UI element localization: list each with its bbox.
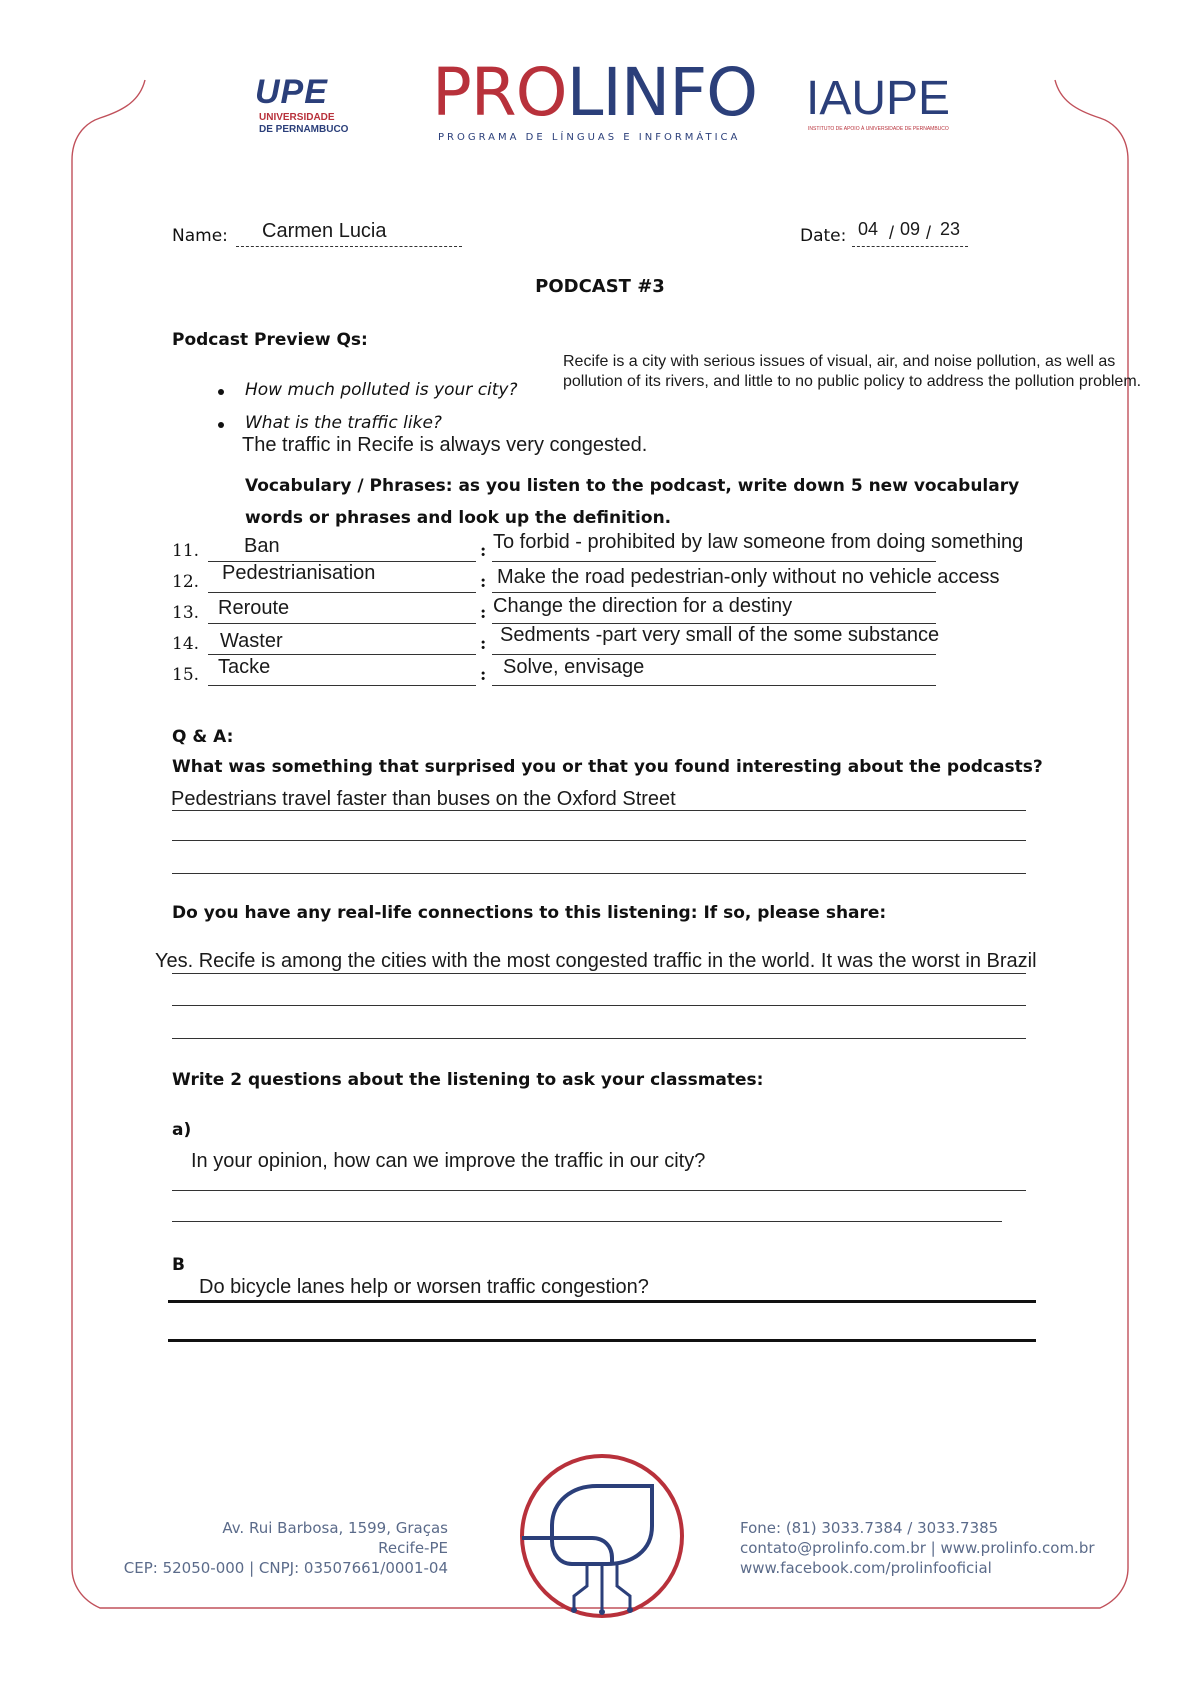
upe-logo-mark: UPE: [255, 73, 328, 111]
answer-line-bold: [168, 1339, 1036, 1342]
bullet-dot: [218, 422, 224, 428]
preview-question-2: What is the traffic like?: [245, 413, 442, 433]
vocab-colon: :: [480, 634, 487, 654]
prolinfo-emblem-icon: [512, 1446, 692, 1626]
answer-line: [172, 1190, 1026, 1191]
footer-email-site[interactable]: contato@prolinfo.com.br | www.prolinfo.com.br: [740, 1539, 1095, 1557]
question-a-label: a): [172, 1120, 192, 1140]
name-field[interactable]: Carmen Lucia: [262, 220, 387, 242]
question-b-field[interactable]: Do bicycle lanes help or worsen traffic congestion?: [199, 1276, 649, 1298]
answer-line: [172, 873, 1026, 874]
qa-heading: Q & A:: [172, 727, 234, 747]
page-title: PODCAST #3: [535, 276, 665, 297]
vocab-definition-field[interactable]: Solve, envisage: [503, 656, 645, 678]
vocab-colon: :: [480, 541, 487, 561]
vocab-definition-field[interactable]: To forbid - prohibited by law someone from doing something: [493, 531, 1024, 553]
date-day-field[interactable]: 04: [858, 219, 879, 239]
answer-line: [172, 973, 1026, 974]
date-separator-1: /: [889, 223, 895, 243]
prolinfo-logo: [432, 54, 758, 148]
answer-line: [172, 1005, 1026, 1006]
upe-logo-line1: UNIVERSIDADE: [259, 112, 335, 123]
vocab-instructions-1: Vocabulary / Phrases: as you listen to the podcast, write down 5 new vocabulary: [245, 476, 1020, 496]
answer-line: [172, 840, 1026, 841]
name-underline: [236, 246, 462, 247]
prolinfo-logo-pro: PRO: [432, 54, 567, 131]
footer-phone: Fone: (81) 3033.7384 / 3033.7385: [740, 1519, 999, 1537]
vocab-def-underline: [492, 685, 936, 686]
vocab-word-field[interactable]: Pedestrianisation: [222, 562, 376, 584]
vocab-word-underline: [208, 685, 476, 686]
vocab-def-underline: [492, 561, 936, 562]
footer-facebook[interactable]: www.facebook.com/prolinfooficial: [740, 1559, 992, 1577]
footer-contact: [740, 1518, 1095, 1578]
vocab-colon: :: [480, 603, 487, 623]
vocab-number: 12.: [172, 572, 200, 592]
prolinfo-logo-linfo: LINFO: [566, 54, 758, 131]
qa-question-3: Write 2 questions about the listening to ask your classmates:: [172, 1070, 764, 1090]
vocab-word-underline: [208, 654, 476, 655]
qa-answer-1[interactable]: Pedestrians travel faster than buses on the Oxford Street: [171, 788, 676, 810]
footer-address-line: Av. Rui Barbosa, 1599, Graças: [222, 1519, 448, 1537]
preview-question-1: How much polluted is your city?: [245, 380, 518, 400]
preview-heading: Podcast Preview Qs:: [172, 330, 368, 350]
date-underline: [852, 246, 968, 247]
vocab-word-field[interactable]: Waster: [220, 630, 283, 652]
iaupe-logo-name: IAUPE: [806, 72, 951, 125]
vocab-number: 14.: [172, 634, 200, 654]
vocab-def-underline: [492, 654, 936, 655]
iaupe-logo: [806, 74, 976, 134]
vocab-number: 13.: [172, 603, 200, 623]
date-separator-2: /: [926, 223, 932, 243]
upe-logo: [255, 74, 355, 136]
answer-line: [172, 1038, 1026, 1039]
footer-address-line: CEP: 52050-000 | CNPJ: 03507661/0001-04: [123, 1559, 448, 1577]
answer-line-bold: [168, 1300, 1036, 1303]
date-month-field[interactable]: 09: [900, 219, 921, 239]
qa-question-2: Do you have any real-life connections to this listening: If so, please share:: [172, 903, 887, 923]
vocab-word-field[interactable]: Ban: [244, 535, 280, 557]
vocab-definition-field[interactable]: Sedments -part very small of the some substance: [500, 624, 940, 646]
vocab-instructions-2: words or phrases and look up the definition.: [245, 508, 672, 528]
date-year-field[interactable]: 23: [940, 219, 961, 239]
qa-question-1: What was something that surprised you or that you found interesting about the podcasts?: [172, 757, 1043, 777]
pollution-answer[interactable]: Recife is a city with serious issues of visual, air, and noise pollution, as well as pollution of its rivers, and little to no public policy to address the pollution problem.: [563, 353, 1142, 390]
vocab-word-field[interactable]: Reroute: [218, 597, 290, 619]
vocab-colon: :: [480, 572, 487, 592]
footer-address: [120, 1518, 448, 1578]
prolinfo-logo-subtitle: PROGRAMA DE LÍNGUAS E INFORMÁTICA: [438, 132, 741, 143]
vocab-definition-field[interactable]: Make the road pedestrian-only without no vehicle access: [497, 566, 1000, 588]
iaupe-logo-tagline: INSTITUTO DE APOIO À UNIVERSIDADE DE PERNAMBUCO: [808, 126, 949, 132]
answer-line: [172, 1221, 1002, 1222]
upe-logo-line2: DE PERNAMBUCO: [259, 124, 349, 135]
vocab-definition-field[interactable]: Change the direction for a destiny: [493, 595, 793, 617]
traffic-answer[interactable]: The traffic in Recife is always very congested.: [242, 434, 648, 456]
bullet-dot: [218, 389, 224, 395]
question-b-label: B: [172, 1255, 185, 1275]
vocab-colon: :: [480, 665, 487, 685]
footer-address-line: Recife-PE: [378, 1539, 448, 1557]
vocab-number: 15.: [172, 665, 200, 685]
question-a-field[interactable]: In your opinion, how can we improve the traffic in our city?: [191, 1150, 706, 1172]
vocab-word-field[interactable]: Tacke: [218, 656, 271, 678]
vocab-word-underline: [208, 592, 476, 593]
qa-answer-2[interactable]: Yes. Recife is among the cities with the most congested traffic in the world. It was the worst in Brazil: [155, 950, 1037, 972]
vocab-number: 11.: [172, 541, 200, 561]
date-label: Date:: [800, 226, 847, 246]
vocab-word-underline: [208, 623, 476, 624]
name-label: Name:: [172, 226, 228, 246]
answer-line: [172, 810, 1026, 811]
vocab-def-underline: [492, 592, 936, 593]
